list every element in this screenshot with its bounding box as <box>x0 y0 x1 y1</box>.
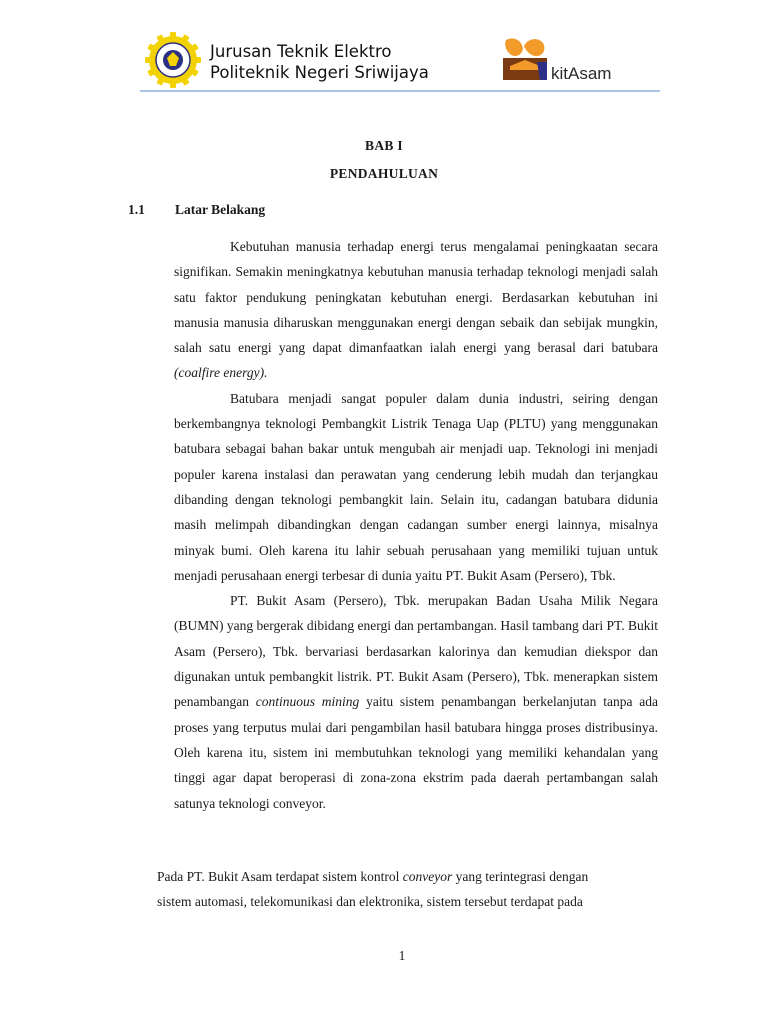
italic-term: (coalfire energy). <box>174 365 268 381</box>
chapter-number: BAB I <box>365 138 403 153</box>
section-title: Latar Belakang <box>175 202 266 217</box>
paragraph-2: Batubara menjadi sangat populer dalam dunia industri, seiring dengan berkembangnya teknologi Pembangkit Listrik Tenaga Uap (PLTU) yang menggunakan batubara sebagai bahan bakar untuk mengubah air menjadi uap. Teknologi ini menjadi populer karena instalasi dan perawatan yang cenderung lebih mudah dan terjangkau dibanding dengan teknologi pembangkit lain. Selain itu, cadangan batubara didunia masih melimpah dibandingkan dengan cadangan sumber energi lainnya, misalnya minyak bumi. Oleh karena itu lahir sebuah perusahaan yang memiliki tujuan untuk menjadi perusahaan energi terbesar di dunia yaitu PT. Bukit Asam (Persero), Tbk. <box>174 390 658 583</box>
paragraph-4 <box>157 864 658 915</box>
italic-term: continuous mining <box>255 694 360 710</box>
polsri-logo-icon <box>145 32 201 88</box>
bukit-asam-logo-icon <box>500 36 550 82</box>
header-rule <box>140 90 660 92</box>
page-number: 1 <box>398 948 406 963</box>
section-number: 1.1 <box>128 202 145 217</box>
paragraph-3: PT. Bukit Asam (Persero), Tbk. merupakan Badan Usaha Milik Negara (BUMN) yang bergerak dibidang energi dan pertambangan. Hasil tambang dari PT. Bukit Asam (Persero), Tbk. bervariasi berdasarkan kalorinya dan kemudian diekspor dan digunakan untuk pembangkit listrik. PT. Bukit Asam (Persero), Tbk. menerapkan sistem penambangan continuous mining yaitu sistem penambangan berkelanjutan tanpa ada proses yang terputus mulai dari pengambilan hasil batubara hingga proses distribusinya. Oleh karena itu, sistem ini membutuhkan teknologi yang memiliki kehandalan yang tinggi agar dapat beroperasi di zona-zona ekstrim pada daerah pertambangan salah satunya teknologi conveyor. <box>174 593 659 811</box>
paragraph-1: Kebutuhan manusia terhadap energi terus mengalamai peningkaatan secara signifikan. Semakin meningkatnya kebutuhan manusia terhadap teknologi menjadi salah satu faktor pendukung peningkatan kebutuhan energi. Berdasarkan kebutuhan ini manusia manusia diharuskan menggunakan energi dengan sebaik dan sebijak mungkin, salah satu energi yang dapat dimanfaatkan ialah energi yang berasal dari batubara (coalfire energy). <box>174 239 658 381</box>
institution-name <box>210 41 429 83</box>
chapter-title: PENDAHULUAN <box>329 166 439 181</box>
paragraph-4-line-2: sistem automasi, telekomunikasi dan elektronika, sistem tersebut terdapat pada <box>157 894 583 910</box>
body-text <box>174 234 658 816</box>
institution-label: Politeknik Negeri Sriwijaya <box>210 63 429 82</box>
paragraph-4-line-1: Pada PT. Bukit Asam terdapat sistem kontrol conveyor yang terintegrasi dengan <box>157 869 589 884</box>
italic-term: conveyor <box>402 869 453 884</box>
page-header <box>140 30 660 92</box>
company-logo-text: kitAsam <box>551 64 612 83</box>
department-label: Jurusan Teknik Elektro <box>210 42 392 61</box>
